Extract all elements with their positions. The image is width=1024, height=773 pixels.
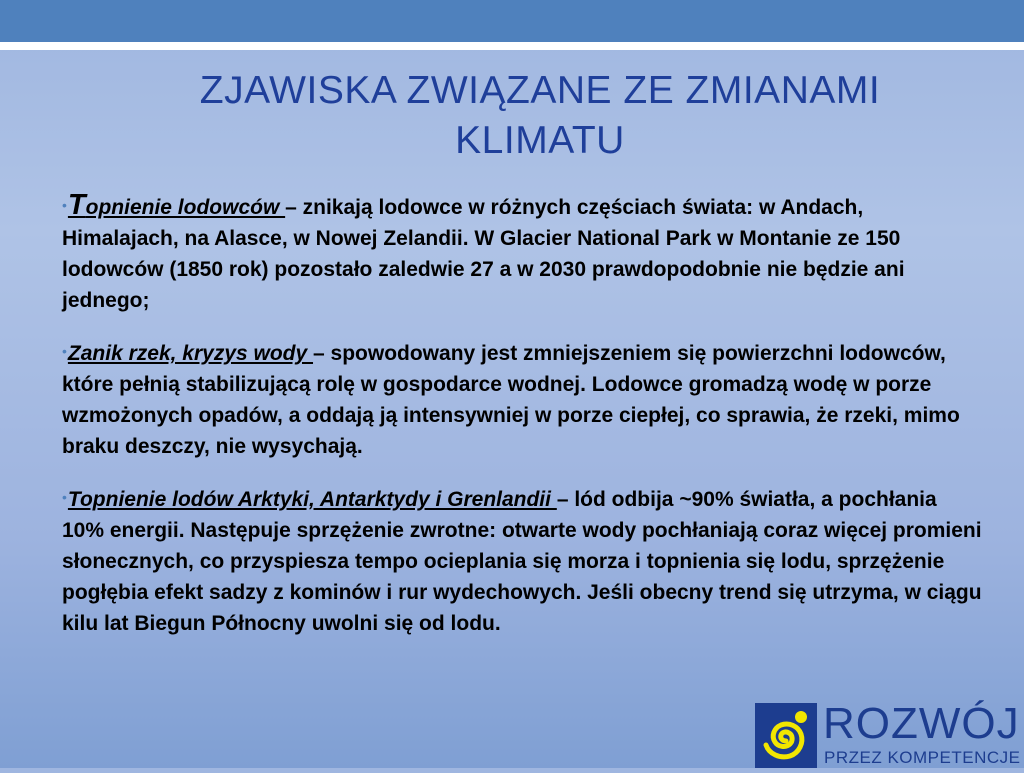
bullet-text: – spowodowany jest zmniejszeniem się powierzchni lodowców, które pełnią stabilizującą rolę w gospodarce wodnej. Lodowce gromadzą wodę w porze wzmożonych opadów, a oddają ją intensywniej w porze ciepłej, co sprawia, że rzeki, mimo braku deszczy, nie wysychają. — [62, 342, 960, 458]
logo-wordmark: ROZWÓJ — [823, 699, 1020, 748]
slide-body — [62, 190, 982, 659]
list-item — [62, 190, 982, 316]
logo — [755, 699, 1024, 768]
bullet-text: – znikają lodowce w różnych częściach świata: w Andach, Himalajach, na Alasce, w Nowej Zelandii. W Glacier National Park w Montanie ze 150 lodowców (1850 rok) pozostało zaledwie 27 a w 2030 prawdopodobnie nie będzie ani jednego; — [62, 196, 905, 312]
bullet-icon: • — [62, 343, 67, 359]
bullet-term: Topnienie lodów Arktyki, Antarktydy i Grenlandii — [67, 488, 557, 511]
header-band — [0, 0, 1024, 42]
bullet-term: Topnienie lodowców — [67, 189, 286, 221]
list-item — [62, 482, 982, 639]
bullet-icon: • — [62, 489, 67, 505]
list-item — [62, 336, 982, 462]
bullet-term: Zanik rzek, kryzys wody — [67, 342, 314, 365]
slide-title: ZJAWISKA ZWIĄZANE ZE ZMIANAMI KLIMATU — [199, 69, 881, 162]
bullet-text: – lód odbija ~90% światła, a pochłania 10% energii. Następuje sprzężenie zwrotne: otwarte wody pochłaniają coraz więcej promieni słonecznych, co przyspiesza tempo ocieplania się morza i topnienia się lodu, sprzężenie pogłębia efekt sadzy z kominów i rur wydechowych. Jeśli obecny trend się utrzyma, w ciągu kilu lat Biegun Północny uwolni się od lodu. — [62, 488, 982, 635]
bullet-icon: • — [62, 197, 67, 213]
spiral-icon — [755, 703, 817, 768]
logo-tagline: PRZEZ KOMPETENCJE — [824, 748, 1021, 767]
header-divider — [0, 42, 1024, 50]
